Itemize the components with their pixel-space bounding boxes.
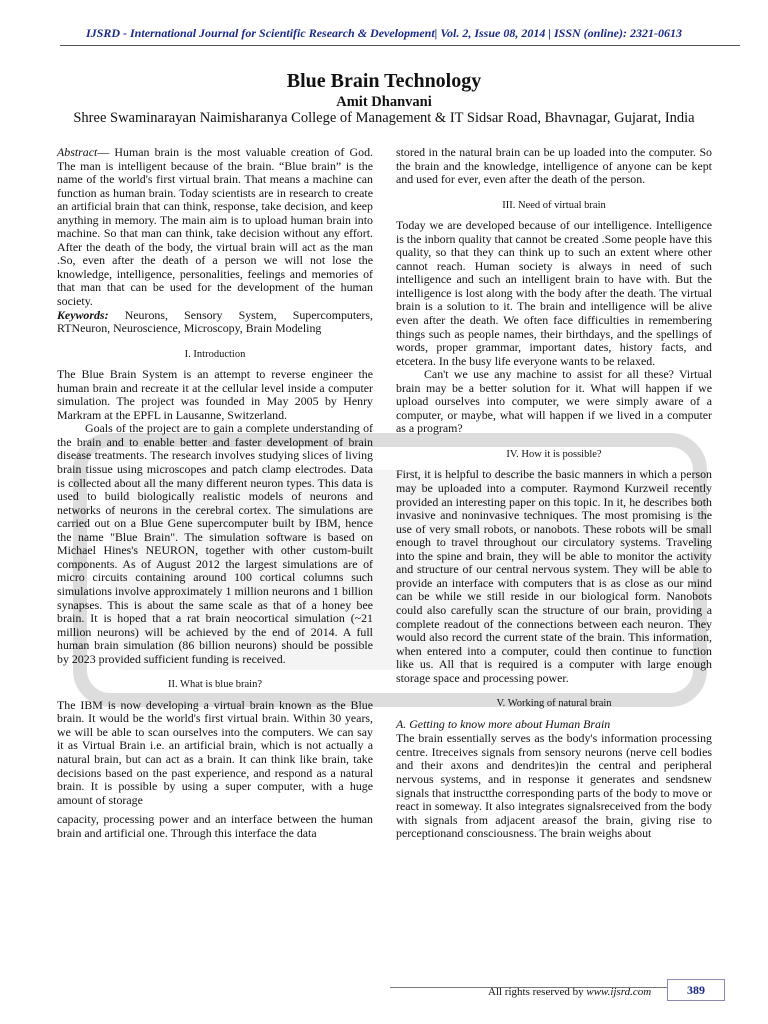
intro-paragraph-1: The Blue Brain System is an attempt to reverse engineer the human brain and recreate it at the cellular level inside a computer simulation. The project was founded in May 2005 by Henry Markram at the EPFL in Lausanne, Switzerland.: [57, 367, 373, 422]
footer-rights-text: All rights reserved by: [488, 986, 587, 998]
need-paragraph-2: Can't we use any machine to assist for all these? Virtual brain may be a better solution for it. What will happen if we upload ourselves into computer, we were simply aware of a computer, or maybe, what will happen if we lived in a computer as a program?: [396, 367, 712, 436]
header-rule: [60, 45, 740, 46]
keywords: [57, 309, 373, 336]
section-heading-how-possible: IV. How it is possible?: [506, 448, 602, 460]
abstract-dash: —: [97, 145, 115, 159]
intro-paragraph-2: Goals of the project are to gain a complete understanding of the brain and to enable better and faster development of brain disease treatments. The research involves studying slices of living brain tissue using microscopes and patch clamp electrodes. Data is collected about all the many different neuron types. This data is used to build biologically realistic models of neurons and networks of neurons in the cerebral cortex. The simulations are carried out on a Blue Gene supercomputer built by IBM, hence the name "Blue Brain". The simulation software is based on Michael Hines's NEURON, together with other custom-built components. As of August 2012 the largest simulations are of micro circuits containing around 100 cortical columns such simulations involve approximately 1 million neurons and 1 billion synapses. This is about the same scale as that of a honey bee brain. It is hoped that a rat brain neocortical simulation (~21 million neurons) will be achieved by the end of 2014. A full human brain simulation (86 billion neurons) should be possible by 2023 provided sufficient funding is received.: [57, 421, 373, 666]
abstract-label: Abstract: [57, 145, 98, 159]
abstract: [57, 146, 373, 309]
footer-rights: [488, 986, 651, 998]
subsection-heading-human-brain: A. Getting to know more about Human Brain: [396, 716, 611, 731]
paper-title: Blue Brain Technology: [286, 70, 482, 92]
page-number: 389: [667, 979, 725, 1001]
what-is-paragraph-1: The IBM is now developing a virtual brain known as the Blue brain. It would be the world's first virtual brain. Within 30 years, we will be able to scan ourselves into the computers. We can say it as Virtual Brain i.e. an artificial brain, which is not actually a natural brain, but can act as a brain. It can think like brain, take decisions based on the past experience, and respond as a natural brain. It is possible by using a super computer, with a huge amount of storage: [57, 697, 373, 807]
section-heading-introduction: I. Introduction: [184, 348, 246, 360]
left-column: [57, 146, 373, 840]
need-paragraph-1: Today we are developed because of our intelligence. Intelligence is the inborn quality that cannot be created .Some people have this quality, so that they can think up to such an extent where other cannot reach. Human society is always in need of such intelligence and such an intelligent brain to have with. But the intelligence is lost along with the body after the death. The virtual brain is a solution to it. The brain and intelligence will be alive even after the death. We often face difficulties in remembering things such as people names, their birthdays, and the spellings of words, proper grammar, important dates, history facts, and etcetera. In the busy life everyone wants to be relaxed.: [396, 218, 712, 368]
abstract-text: Human brain is the most valuable creation of God. The man is intelligent because of the brain. “Blue brain” is the name of the world's first virtual brain. That means a machine can function as human brain. Today scientists are in research to create an artificial brain that can think, response, take decision, and keep anything in memory. The main aim is to upload human brain into machine. So that man can think, take decision without any effort. After the death of the body, the virtual brain will act as the man .So, even after the death of a person we will not lose the knowledge, intelligence, personalities, feelings and memories of that man that can be used for the development of the human society.: [57, 145, 373, 309]
keywords-label: Keywords:: [57, 307, 109, 322]
footer-site-link[interactable]: www.ijsrd.com: [586, 986, 652, 998]
working-paragraph-1: The brain essentially serves as the body's information processing centre. Itreceives signals from sensory neurons (nerve cell bodies and their axons and dendrites)in the central and peripheral nervous systems, and in response it generates and sendsnew signals that instructthe corresponding parts of the body to move or react in someway. It also integrates signalsreceived from the body with signals from adjacent areasof the brain, giving rise to perceptionand consciousness. The brain weighs about: [396, 731, 712, 841]
how-paragraph-1: First, it is helpful to describe the basic manners in which a person may be uploaded into a computer. Raymond Kurzweil recently provided an interesting paper on this topic. In it, he describes both invasive and noninvasive techniques. The most promising is the use of very small robots, or nanobots. These robots will be small enough to travel throughout our circulatory systems. Traveling into the spine and brain, they will be able to monitor the activity and structure of our central nervous system. They will be able to provide an interface with computers that is as close as our mind can be while we still reside in our biological form. Nanobots could also carefully scan the structure of our brain, providing a complete readout of the connections between each neuron. They would also record the current state of the brain. This information, when entered into a computer, could then continue to function like us. All that is required is a computer with large enough storage space and processing power.: [396, 467, 712, 685]
section-heading-need: III. Need of virtual brain: [502, 199, 606, 211]
section-heading-what-is-blue-brain: II. What is blue brain?: [168, 679, 262, 691]
paper-author: Amit Dhanvani: [336, 94, 432, 110]
what-is-paragraph-2: capacity, processing power and an interface between the human brain and artificial one. Through this interface the data: [57, 812, 373, 840]
keywords-text: Neurons, Sensory System, Supercomputers, RTNeuron, Neuroscience, Microscopy, Brain Modeling: [57, 307, 373, 336]
paper-affiliation: Shree Swaminarayan Naimisharanya College of Management & IT Sidsar Road, Bhavnagar, Gujarat, India: [73, 110, 695, 126]
section-heading-working: V. Working of natural brain: [496, 698, 612, 710]
journal-header: IJSRD - International Journal for Scientific Research & Development| Vol. 2, Issue 08, 2014 | ISSN (online): 2321-0613: [86, 26, 682, 40]
what-is-paragraph-3: stored in the natural brain can be up loaded into the computer. So the brain and the knowledge, intelligence of anyone can be kept and used for ever, even after the death of the person.: [396, 145, 712, 187]
right-column: [396, 146, 712, 841]
